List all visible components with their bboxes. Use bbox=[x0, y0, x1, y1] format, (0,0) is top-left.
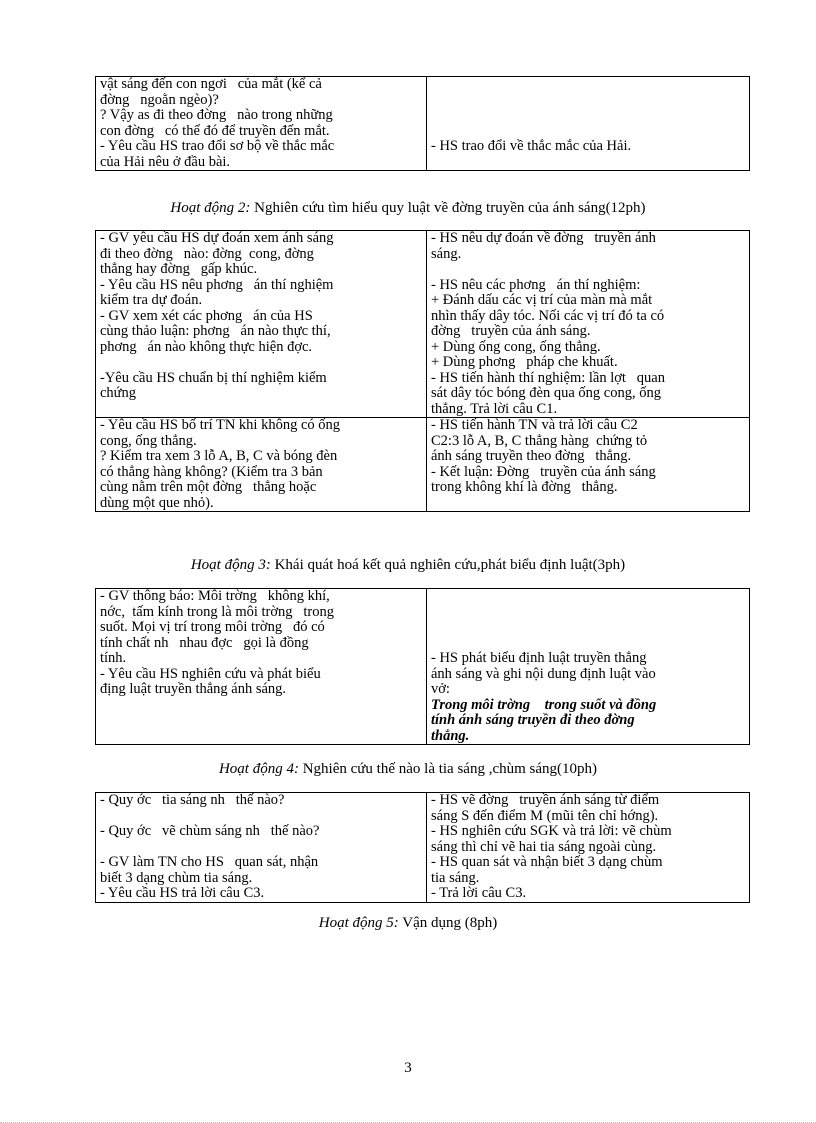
cell-line bbox=[431, 124, 745, 140]
activity-4-table bbox=[95, 792, 750, 903]
cell-line: nớc, tấm kính trong là môi trờng trong bbox=[100, 603, 335, 620]
cell-line: + Dùng phơng pháp che khuất. bbox=[431, 354, 618, 370]
cell-line bbox=[431, 589, 745, 605]
cell-line: phơng án nào không thực hiện đợc. bbox=[100, 338, 313, 355]
cell-line: - GV xem xét các phơng án của HS bbox=[100, 307, 313, 324]
cell-line: - Kết luận: Đờng truyền của ánh sáng bbox=[431, 463, 656, 480]
cell-line: thẳng. bbox=[431, 727, 470, 744]
activity-3-table bbox=[95, 588, 750, 745]
cell-line bbox=[431, 605, 745, 621]
student-column bbox=[427, 589, 750, 745]
activity-label: Hoạt động 5: bbox=[318, 915, 399, 931]
cell-line: - HS vẽ đờng truyền ánh sáng từ điểm bbox=[431, 792, 660, 808]
cell-line: suốt. Mọi vị trí trong môi trờng đó có bbox=[100, 619, 325, 635]
cell-line bbox=[100, 809, 422, 825]
teacher-column bbox=[96, 231, 427, 418]
cell-line: - GV thông báo: Môi trờng không khí, bbox=[100, 588, 330, 604]
cell-line: dùng một que nhỏ). bbox=[100, 494, 214, 511]
cell-line: - Yêu cầu HS bố trí TN khi không có ống bbox=[100, 417, 341, 433]
cell-line: - Yêu cầu HS nghiên cứu và phát biểu bbox=[100, 665, 321, 682]
activity-label: Hoạt động 3: bbox=[190, 557, 271, 573]
activity-1-table bbox=[95, 76, 750, 171]
cell-line: + Dùng ống cong, ống thẳng. bbox=[431, 338, 601, 355]
cell-line bbox=[100, 729, 422, 745]
cell-line: Trong môi trờng trong suốt và đồng bbox=[431, 696, 657, 713]
cell-line: - Quy ớc tia sáng nh thế nào? bbox=[100, 792, 285, 808]
cell-line bbox=[100, 713, 422, 729]
table-row bbox=[96, 231, 750, 418]
cell-line bbox=[431, 155, 745, 171]
cell-line: - Yêu cầu HS nêu phơng án thí nghiệm bbox=[100, 276, 334, 293]
cell-line: sát dây tóc bóng đèn qua ống cong, ống bbox=[431, 385, 661, 401]
cell-line: - HS nghiên cứu SGK và trả lời: vẽ chùm bbox=[431, 823, 672, 839]
cell-line: kiểm tra dự đoán. bbox=[100, 292, 203, 308]
teacher-column bbox=[96, 77, 427, 171]
activity-2-table bbox=[95, 230, 750, 512]
cell-line bbox=[431, 93, 745, 109]
activity-title: Nghiên cứu thế nào là tia sáng ,chùm sáng(10ph) bbox=[298, 761, 598, 777]
activity-label: Hoạt động 2: bbox=[170, 200, 251, 216]
cell-line: sáng thì chỉ vẽ hai tia sáng ngoài cùng. bbox=[431, 838, 657, 855]
cell-line: cùng thảo luận: phơng án nào thực thí, bbox=[100, 323, 331, 339]
cell-line: cùng nằm trên một đờng thẳng hoặc bbox=[100, 479, 317, 495]
cell-line: vật sáng đến con ngơi của mắt (kể cả bbox=[100, 76, 322, 92]
activity-2-heading bbox=[0, 199, 816, 217]
cell-line bbox=[431, 620, 745, 636]
cell-line bbox=[431, 636, 745, 652]
cell-line: có thẳng hàng không? (Kiểm tra 3 bản bbox=[100, 463, 323, 480]
cell-line: đờng truyền của ánh sáng. bbox=[431, 323, 591, 339]
activity-label: Hoạt động 4: bbox=[218, 761, 299, 777]
cell-line: thẳng. Trả lời câu C1. bbox=[431, 400, 558, 417]
table-row bbox=[96, 589, 750, 745]
cell-line: - Yêu cầu HS trao đổi sơ bộ về thắc mắc bbox=[100, 138, 335, 154]
activity-title: Vận dụng (8ph) bbox=[398, 915, 498, 931]
cell-line: con đờng có thể đó để truyền đến mắt. bbox=[100, 122, 330, 139]
activity-4-heading bbox=[0, 760, 816, 778]
cell-line: C2:3 lỗ A, B, C thẳng hàng chứng tỏ bbox=[431, 432, 648, 449]
activity-5-heading bbox=[0, 914, 816, 932]
teacher-column bbox=[96, 793, 427, 903]
cell-line: - HS nêu dự đoán về đờng truyền ánh bbox=[431, 230, 656, 246]
cell-line: tính chất nh nhau đợc gọi là đồng bbox=[100, 634, 309, 651]
table-row bbox=[96, 793, 750, 903]
cell-line: - HS quan sát và nhận biết 3 dạng chùm bbox=[431, 854, 663, 870]
cell-line: ánh sáng truyền theo đờng thẳng. bbox=[431, 448, 632, 464]
cell-line: - GV làm TN cho HS quan sát, nhận bbox=[100, 854, 319, 870]
activity-3-heading bbox=[0, 556, 816, 574]
cell-line: cong, ống thẳng. bbox=[100, 432, 197, 449]
cell-line: sáng. bbox=[431, 245, 462, 262]
cell-line: - HS trao đổi về thắc mắc của Hải. bbox=[431, 138, 632, 154]
cell-line: - HS tiến hành thí nghiệm: lần lợt quan bbox=[431, 369, 665, 386]
cell-line: - Yêu cầu HS trả lời câu C3. bbox=[100, 885, 265, 901]
cell-line: đi theo đờng nào: đờng cong, đờng bbox=[100, 245, 314, 262]
cell-line: - HS nêu các phơng án thí nghiệm: bbox=[431, 276, 641, 293]
teacher-column bbox=[96, 589, 427, 745]
activity-title: Nghiên cứu tìm hiểu quy luật về đờng truyền của ánh sáng(12ph) bbox=[250, 200, 646, 216]
cell-line: tia sáng. bbox=[431, 869, 480, 886]
cell-line: ánh sáng và ghi nội dung định luật vào bbox=[431, 665, 656, 682]
page-number: 3 bbox=[404, 1060, 412, 1076]
cell-line bbox=[431, 496, 745, 512]
cell-line bbox=[100, 355, 422, 371]
activity-title: Khái quát hoá kết quả nghiên cứu,phát biểu định luật(3ph) bbox=[270, 557, 626, 573]
student-answer bbox=[431, 589, 745, 698]
student-column bbox=[427, 793, 750, 903]
cell-line: trong không khí là đờng thẳng. bbox=[431, 479, 618, 495]
student-column bbox=[427, 418, 750, 512]
cell-line: thẳng hay đờng gấp khúc. bbox=[100, 261, 258, 277]
teacher-column bbox=[96, 418, 427, 512]
law-statement bbox=[431, 698, 745, 745]
cell-line: + Đánh dấu các vị trí của màn mà mắt bbox=[431, 292, 653, 308]
cell-line: - Trả lời câu C3. bbox=[431, 885, 527, 901]
cell-line: địng luật truyền thẳng ánh sáng. bbox=[100, 681, 287, 697]
cell-line bbox=[431, 262, 745, 278]
cell-line: - GV yêu cầu HS dự đoán xem ánh sáng bbox=[100, 230, 334, 246]
cell-line: chứng bbox=[100, 385, 137, 401]
cell-line: biết 3 dạng chùm tia sáng. bbox=[100, 869, 253, 886]
cell-line: ? Vậy as đi theo đờng nào trong những bbox=[100, 107, 333, 123]
table-row bbox=[96, 77, 750, 171]
cell-line bbox=[431, 108, 745, 124]
cell-line bbox=[431, 77, 745, 93]
student-column bbox=[427, 231, 750, 418]
cell-line: đờng ngoằn ngèo)? bbox=[100, 91, 219, 108]
cell-line: vở: bbox=[431, 681, 450, 697]
cell-line bbox=[100, 840, 422, 856]
table-row bbox=[96, 418, 750, 512]
cell-line: - HS tiến hành TN và trả lời câu C2 bbox=[431, 417, 638, 433]
cell-line: tính. bbox=[100, 650, 127, 666]
cell-line bbox=[100, 698, 422, 714]
cell-line: sáng S đến điểm M (mũi tên chỉ hớng). bbox=[431, 807, 659, 824]
cell-line: -Yêu cầu HS chuẩn bị thí nghiệm kiểm bbox=[100, 369, 327, 386]
student-column bbox=[427, 77, 750, 171]
cell-line: nhìn thấy dây tóc. Nối các vị trí đó ta có bbox=[431, 307, 665, 324]
cell-line: tính ánh sáng truyền đi theo đờng bbox=[431, 712, 635, 728]
cell-line: ? Kiểm tra xem 3 lỗ A, B, C và bóng đèn bbox=[100, 448, 338, 464]
cell-line: - HS phát biểu định luật truyền thẳng bbox=[431, 650, 647, 666]
cell-line: - Quy ớc vẽ chùm sáng nh thế nào? bbox=[100, 823, 320, 839]
cell-line: của Hải nêu ở đầu bài. bbox=[100, 153, 231, 170]
